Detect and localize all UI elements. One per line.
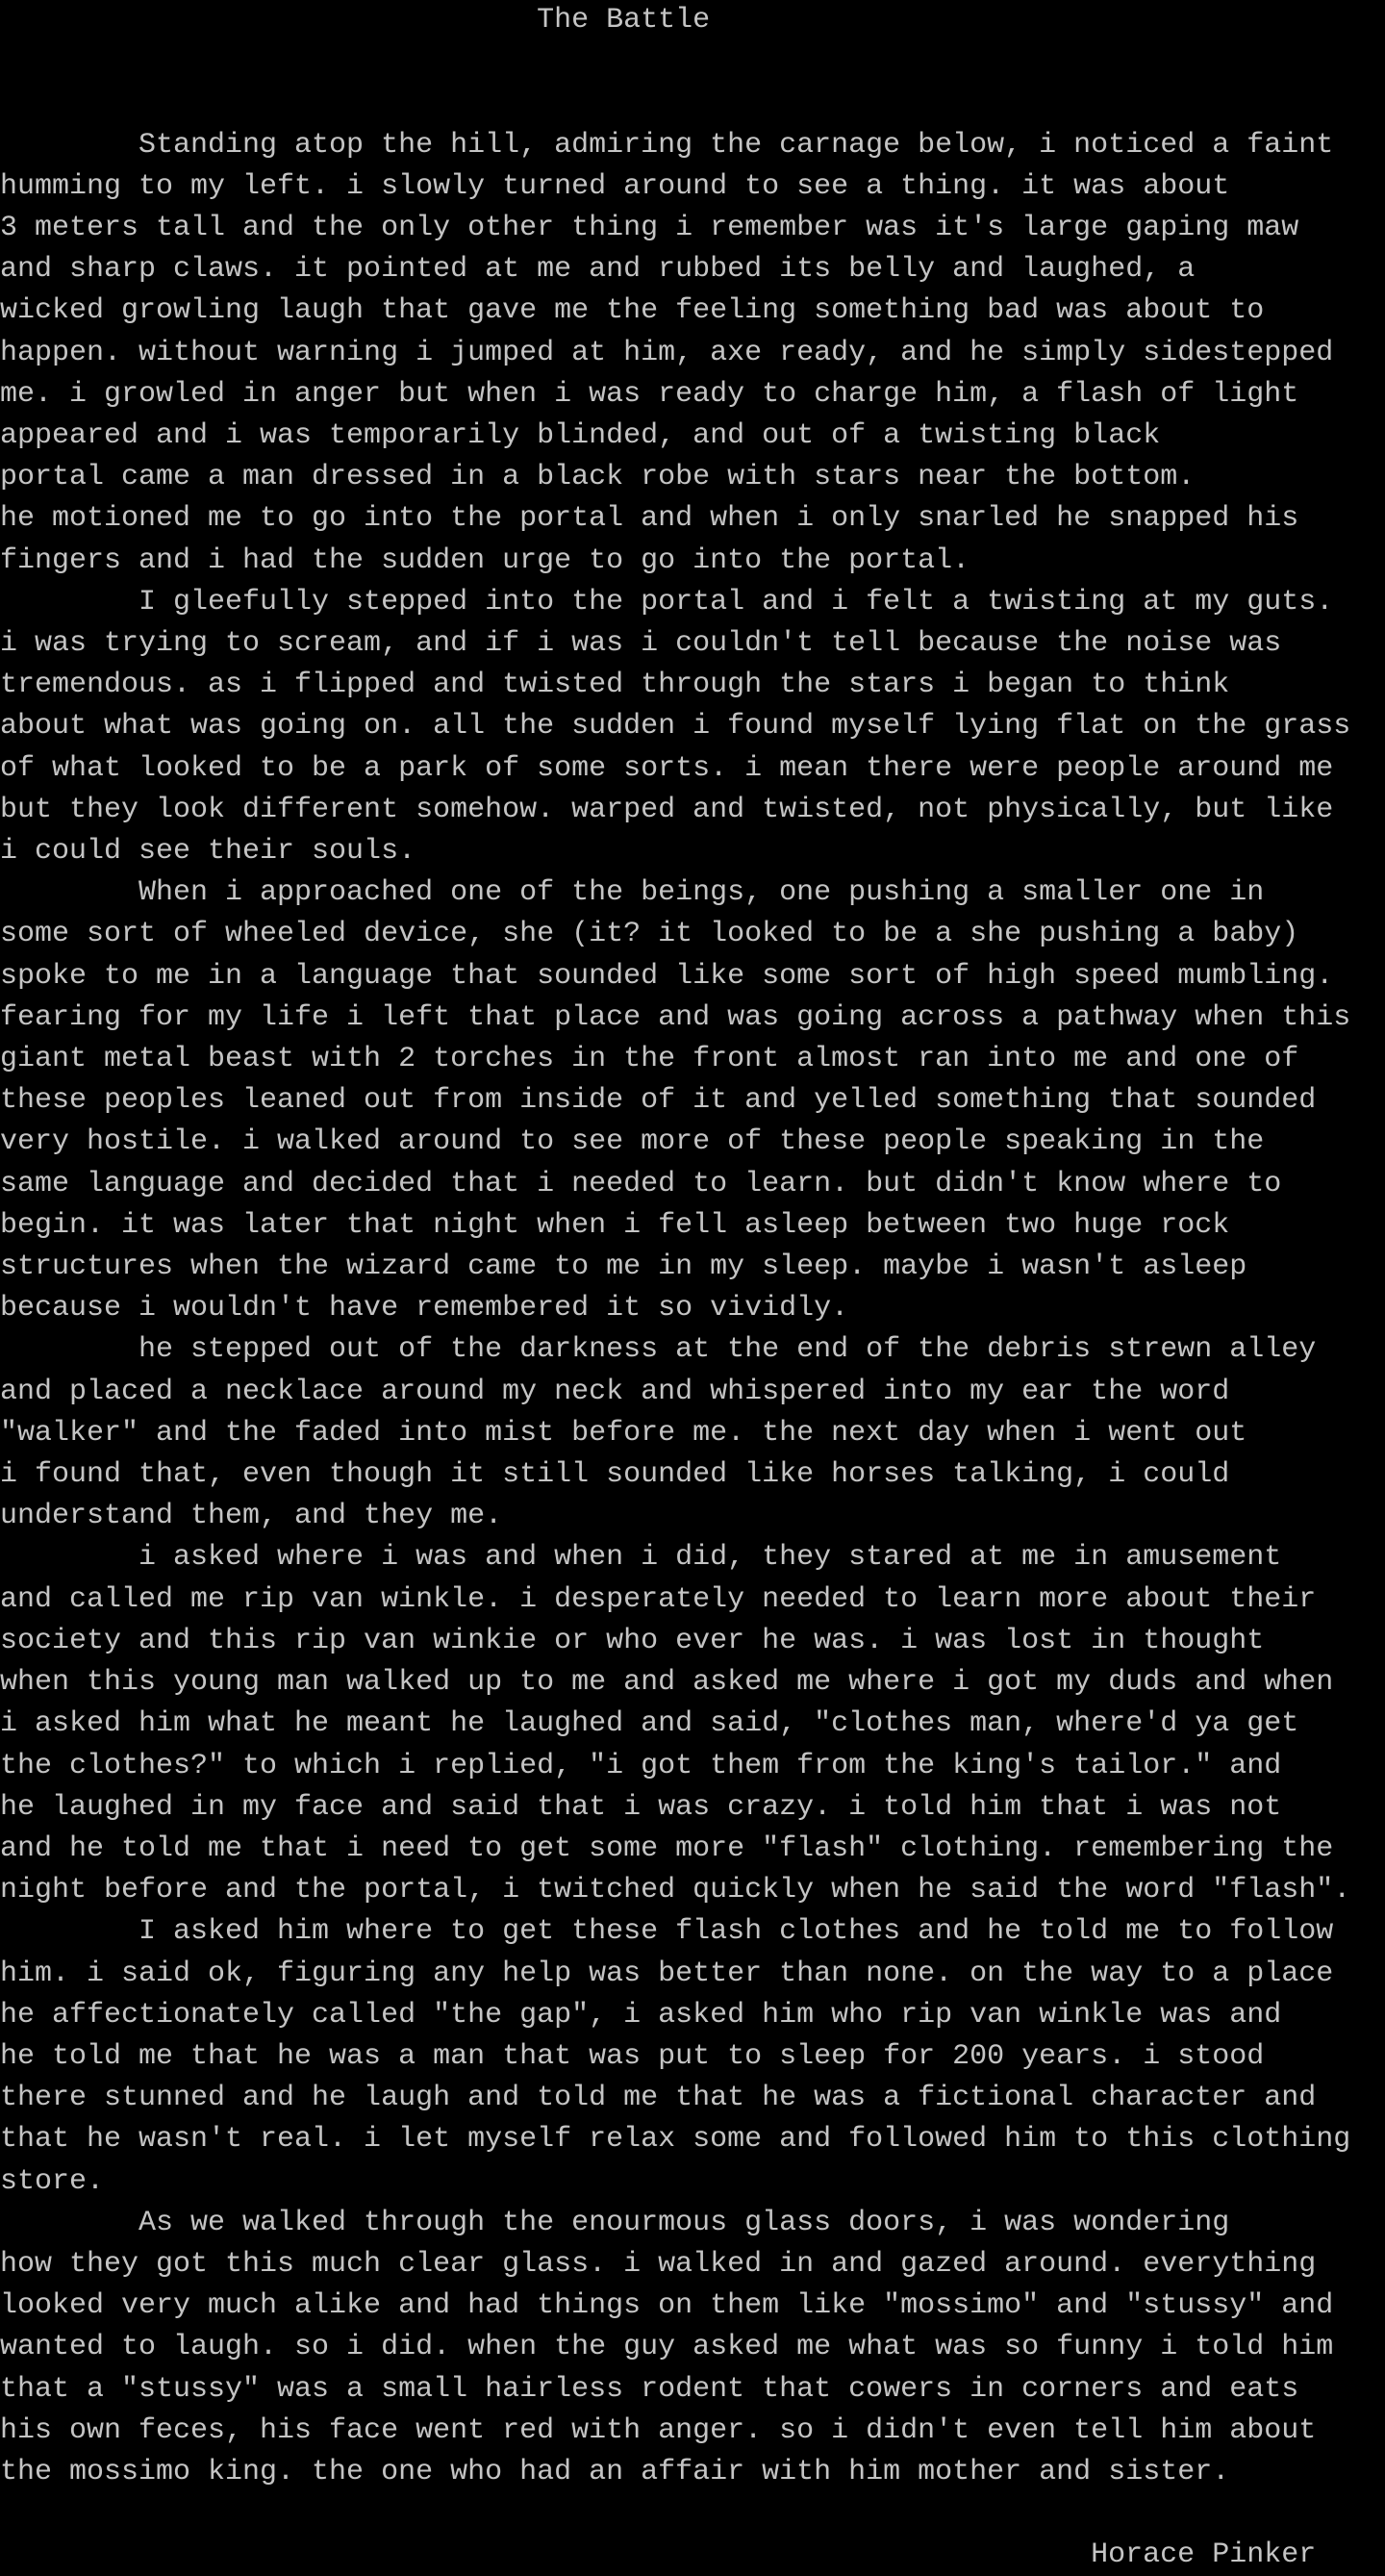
text-line: him. i said ok, figuring any help was better than none. on the way to a place xyxy=(0,1957,1334,1990)
text-line: night before and the portal, i twitched quickly when he said the word "flash". xyxy=(0,1874,1351,1907)
text-line: happen. without warning i jumped at him, axe ready, and he simply sidestepped xyxy=(0,336,1334,369)
text-line: same language and decided that i needed to learn. but didn't know where to xyxy=(0,1167,1282,1200)
text-line: and sharp claws. it pointed at me and rubbed its belly and laughed, a xyxy=(0,253,1196,287)
text-line: As we walked through the enourmous glass doors, i was wondering xyxy=(0,2206,1230,2239)
text-line: he laughed in my face and said that i was crazy. i told him that i was not xyxy=(0,1790,1282,1824)
text-line: i found that, even though it still sounded like horses talking, i could xyxy=(0,1458,1230,1492)
text-line: i was trying to scream, and if i was i couldn't tell because the noise was xyxy=(0,627,1282,661)
document-title: The Battle xyxy=(537,4,711,37)
text-line: structures when the wizard came to me in my sleep. maybe i wasn't asleep xyxy=(0,1250,1247,1284)
text-line: how they got this much clear glass. i walked in and gazed around. everything xyxy=(0,2247,1317,2281)
text-line: wanted to laugh. so i did. when the guy asked me what was so funny i told him xyxy=(0,2331,1334,2364)
text-line: fearing for my life i left that place and was going across a pathway when this xyxy=(0,1000,1351,1034)
text-line: store. xyxy=(0,2164,105,2198)
text-line: looked very much alike and had things on them like "mossimo" and "stussy" and xyxy=(0,2289,1334,2323)
text-line: the clothes?" to which i replied, "i got them from the king's tailor." and xyxy=(0,1749,1282,1782)
text-line: when this young man walked up to me and asked me where i got my duds and when xyxy=(0,1666,1334,1700)
text-line: he told me that he was a man that was put to sleep for 200 years. i stood xyxy=(0,2039,1265,2073)
text-line: of what looked to be a park of some sorts. i mean there were people around me xyxy=(0,751,1334,785)
text-line: that a "stussy" was a small hairless rodent that cowers in corners and eats xyxy=(0,2372,1299,2406)
text-line: because i wouldn't have remembered it so vividly. xyxy=(0,1292,849,1326)
text-line: the mossimo king. the one who had an affair with him mother and sister. xyxy=(0,2455,1230,2488)
text-line: these peoples leaned out from inside of it and yelled something that sounded xyxy=(0,1084,1317,1118)
text-line: he stepped out of the darkness at the end of the debris strewn alley xyxy=(0,1333,1317,1367)
text-line: wicked growling laugh that gave me the feeling something bad was about to xyxy=(0,294,1265,328)
text-line: and he told me that i need to get some more "flash" clothing. remembering the xyxy=(0,1831,1334,1865)
text-line: about what was going on. all the sudden i found myself lying flat on the grass xyxy=(0,710,1351,744)
text-line: but they look different somehow. warped and twisted, not physically, but like xyxy=(0,793,1334,826)
author-signature: Horace Pinker xyxy=(1091,2538,1317,2572)
text-line: giant metal beast with 2 torches in the front almost ran into me and one of xyxy=(0,1043,1299,1076)
text-line: his own feces, his face went red with anger. so i didn't even tell him about xyxy=(0,2413,1317,2447)
text-line: society and this rip van winkie or who ever he was. i was lost in thought xyxy=(0,1624,1265,1657)
text-line: portal came a man dressed in a black robe with stars near the bottom. xyxy=(0,461,1196,494)
story-body xyxy=(0,125,1385,2494)
text-line: I gleefully stepped into the portal and i felt a twisting at my guts. xyxy=(0,585,1334,619)
text-line: some sort of wheeled device, she (it? it looked to be a she pushing a baby) xyxy=(0,918,1299,951)
text-line: he affectionately called "the gap", i asked him who rip van winkle was and xyxy=(0,1998,1282,2032)
text-line: appeared and i was temporarily blinded, and out of a twisting black xyxy=(0,419,1161,452)
text-line: understand them, and they me. xyxy=(0,1500,503,1533)
text-line: he motioned me to go into the portal and when i only snarled he snapped his xyxy=(0,502,1299,536)
text-line: Standing atop the hill, admiring the carnage below, i noticed a faint xyxy=(0,128,1334,162)
text-line: spoke to me in a language that sounded like some sort of high speed mumbling. xyxy=(0,959,1334,993)
text-line: and called me rip van winkle. i desperately needed to learn more about their xyxy=(0,1582,1317,1616)
text-line: there stunned and he laugh and told me that he was a fictional character and xyxy=(0,2082,1317,2115)
text-line: me. i growled in anger but when i was ready to charge him, a flash of light xyxy=(0,377,1299,411)
text-line: i asked where i was and when i did, they stared at me in amusement xyxy=(0,1541,1282,1575)
text-line: i asked him what he meant he laughed and said, "clothes man, where'd ya get xyxy=(0,1707,1299,1741)
blank-line xyxy=(0,41,1385,83)
text-line: that he wasn't real. i let myself relax some and followed him to this clothing xyxy=(0,2123,1351,2157)
text-line: i could see their souls. xyxy=(0,835,416,869)
text-line: fingers and i had the sudden urge to go into the portal. xyxy=(0,543,970,577)
text-line: tremendous. as i flipped and twisted through the stars i began to think xyxy=(0,669,1230,702)
text-line: I asked him where to get these flash clothes and he told me to follow xyxy=(0,1915,1334,1949)
text-line: humming to my left. i slowly turned around to see a thing. it was about xyxy=(0,169,1230,203)
blank-line xyxy=(0,83,1385,124)
text-line: begin. it was later that night when i fell asleep between two huge rock xyxy=(0,1208,1230,1242)
text-line: and placed a necklace around my neck and whispered into my ear the word xyxy=(0,1375,1230,1408)
text-line: 3 meters tall and the only other thing i remember was it's large gaping maw xyxy=(0,211,1299,244)
text-line: very hostile. i walked around to see more of these people speaking in the xyxy=(0,1125,1265,1159)
text-line: "walker" and the faded into mist before me. the next day when i went out xyxy=(0,1416,1247,1450)
text-line: When i approached one of the beings, one pushing a smaller one in xyxy=(0,876,1265,910)
blank-line xyxy=(0,2493,1385,2535)
